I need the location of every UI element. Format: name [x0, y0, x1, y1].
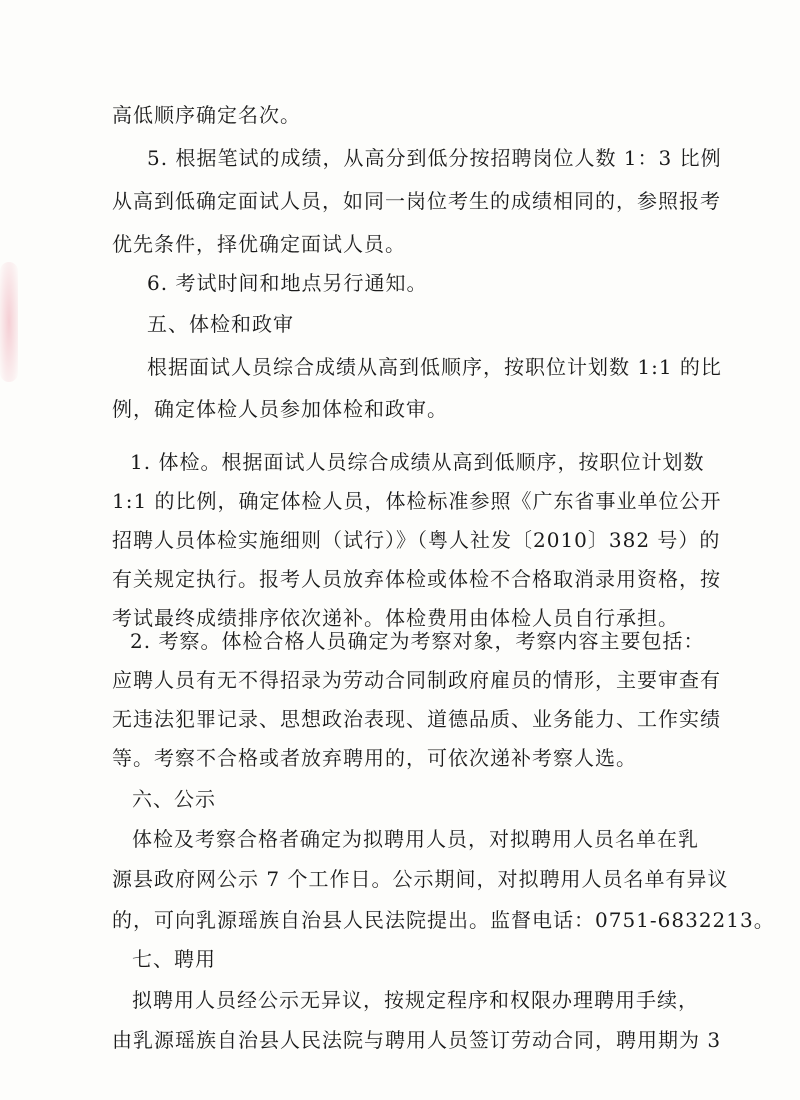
text-line: 考试最终成绩排序依次递补。体检费用由体检人员自行承担。: [112, 606, 679, 630]
section-heading: 五、体检和政审: [147, 312, 294, 336]
text-line: 例，确定体检人员参加体检和政审。: [112, 397, 448, 421]
text-line: 有关规定执行。报考人员放弃体检或体检不合格取消录用资格，按: [112, 567, 721, 591]
text-line: 5. 根据笔试的成绩，从高分到低分按招聘岗位人数 1：3 比例: [147, 146, 722, 170]
text-line: 拟聘用人员经公示无异议，按规定程序和权限办理聘用手续，: [132, 988, 699, 1012]
text-line: 高低顺序确定名次。: [112, 103, 301, 127]
section-heading: 七、聘用: [132, 947, 216, 971]
section-heading: 六、公示: [132, 787, 216, 811]
red-seal-edge-mark: [0, 262, 18, 382]
text-line: 优先条件，择优确定面试人员。: [112, 232, 406, 256]
text-line: 从高到低确定面试人员，如同一岗位考生的成绩相同的，参照报考: [112, 189, 721, 213]
text-line: 的，可向乳源瑶族自治县人民法院提出。监督电话：0751-6832213。: [112, 908, 775, 932]
text-line: 由乳源瑶族自治县人民法院与聘用人员签订劳动合同，聘用期为 3: [112, 1028, 722, 1052]
text-line: 应聘人员有无不得招录为劳动合同制政府雇员的情形，主要审查有: [112, 668, 721, 692]
text-line: 1:1 的比例，确定体检人员，体检标准参照《广东省事业单位公开: [112, 489, 722, 513]
text-line: 等。考察不合格或者放弃聘用的，可依次递补考察人选。: [112, 746, 637, 770]
text-line: 2. 考察。体检合格人员确定为考察对象，考察内容主要包括：: [130, 629, 705, 653]
text-line: 源县政府网公示 7 个工作日。公示期间，对拟聘用人员名单有异议: [112, 867, 729, 891]
text-line: 6. 考试时间和地点另行通知。: [147, 271, 428, 295]
text-line: 体检及考察合格者确定为拟聘用人员，对拟聘用人员名单在乳: [132, 827, 699, 851]
text-line: 招聘人员体检实施细则（试行）》（粤人社发〔2010〕382 号）的: [112, 528, 721, 552]
text-line: 1. 体检。根据面试人员综合成绩从高到低顺序，按职位计划数: [130, 450, 705, 474]
text-line: 根据面试人员综合成绩从高到低顺序，按职位计划数 1:1 的比: [147, 355, 722, 379]
text-line: 无违法犯罪记录、思想政治表现、道德品质、业务能力、工作实绩: [112, 707, 721, 731]
